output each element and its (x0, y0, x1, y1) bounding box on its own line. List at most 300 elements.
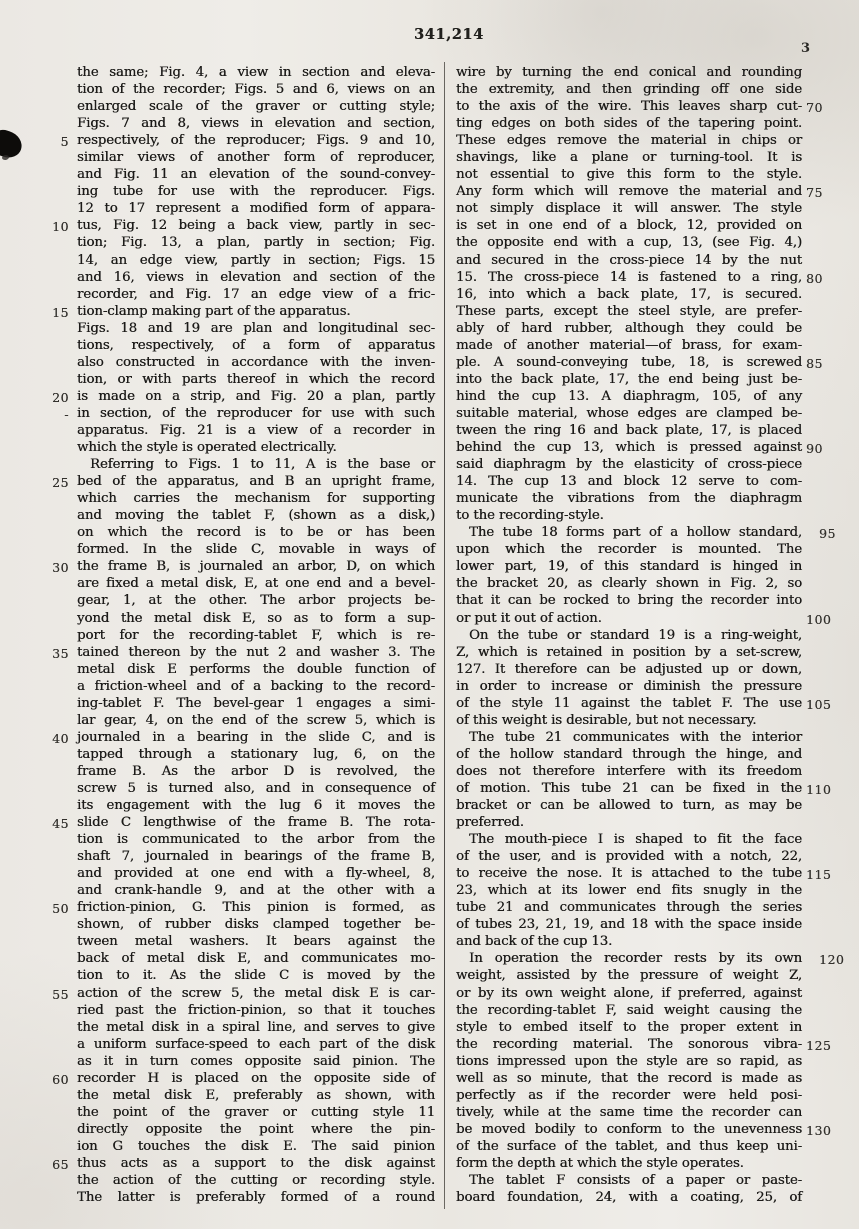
text-line (456, 985, 802, 1002)
text-line (456, 1104, 802, 1121)
margin-line-number: 125 (806, 1037, 832, 1053)
text-line-content: as it in turn comes opposite said pinion. The (77, 1053, 435, 1069)
text-line-content: 14. The cup 13 and block 12 serve to com- (456, 474, 802, 490)
text-line (77, 371, 435, 388)
text-line (456, 780, 832, 797)
text-line-content: and 16, views in elevation and section of the (77, 269, 435, 285)
text-line (456, 456, 802, 473)
text-line (456, 1189, 802, 1206)
text-line (456, 439, 823, 457)
text-line-content: These edges remove the material in chips or (456, 133, 802, 149)
text-line-content: similar views of another form of reproducer, (77, 150, 435, 166)
text-line (456, 303, 802, 320)
text-line-content: ing-tablet F. The bevel-gear 1 engages a simi- (77, 695, 435, 711)
text-line (456, 1172, 802, 1189)
text-line (77, 661, 435, 678)
text-line (456, 1155, 802, 1172)
text-line (77, 712, 435, 729)
text-line-content: tween the ring 16 and back plate, 17, is placed (456, 422, 802, 438)
text-line (77, 439, 435, 456)
text-line (456, 848, 802, 865)
text-line (77, 200, 435, 217)
text-line (77, 524, 435, 541)
text-line (77, 1053, 435, 1070)
text-line-content: which the style is operated electrically. (77, 440, 337, 456)
text-line (456, 575, 802, 592)
text-line-content: tapped through a stationary lug, 6, on the (77, 746, 435, 762)
text-line (52, 558, 435, 576)
text-line (456, 217, 802, 234)
text-line-content: tus, Fig. 12 being a back view, partly in sec- (77, 218, 435, 234)
text-line-content: screw 5 is turned also, and in consequence of (77, 780, 435, 796)
text-line (52, 1155, 435, 1172)
text-line (77, 98, 435, 115)
margin-line-number: 25 (52, 475, 69, 491)
text-line (77, 592, 435, 609)
column-divider (444, 62, 445, 1209)
text-line (77, 149, 435, 166)
text-line-content: not essential to give this form to the style. (456, 167, 802, 183)
margin-line-number: 105 (806, 696, 832, 712)
text-line (456, 882, 802, 899)
text-line (77, 1036, 435, 1053)
margin-line-number: 5 (60, 134, 69, 150)
text-line-content: thus acts as a support to the disk against (77, 1156, 435, 1171)
text-line-content: lower part, 19, of this standard is hinged in (456, 559, 802, 575)
text-line-content: the recording material. The sonorous vibra- (456, 1036, 802, 1052)
text-line (456, 831, 802, 848)
text-line-content: Figs. 7 and 8, views in elevation and section, (77, 116, 435, 132)
text-line (77, 1121, 435, 1138)
text-line-content: bracket or can be allowed to turn, as may be (456, 798, 802, 814)
text-line-content: the opposite end with a cup, 13, (see Fig. 4,) (456, 235, 802, 251)
text-line (52, 1070, 435, 1087)
text-line (77, 422, 435, 439)
text-line-content: back of metal disk E, and communicates mo- (77, 951, 435, 967)
text-line (456, 234, 802, 251)
text-line-content: the metal disk E, preferably as shown, with (77, 1087, 435, 1103)
text-line (77, 763, 435, 780)
text-line-content: recorder, and Fig. 17 an edge view of a fric- (77, 286, 435, 302)
text-line-content: 14, an edge view, partly in section; Figs. 15 (77, 252, 435, 268)
text-line-content: tion; Fig. 13, a plan, partly in section; Fig. (77, 235, 435, 251)
text-line-content: behind the cup 13, which is pressed against (456, 440, 802, 456)
text-line-content: In operation the recorder rests by its own (469, 951, 802, 967)
text-line (456, 627, 802, 644)
text-line (456, 64, 802, 81)
text-line (77, 695, 435, 712)
text-line-content: of tubes 23, 21, 19, and 18 with the space inside (456, 917, 802, 933)
text-line-content: respectively, of the reproducer; Figs. 9 and 10, (77, 133, 435, 149)
text-line (456, 1087, 802, 1104)
text-line-content: wire by turning the end conical and rounding (456, 65, 802, 80)
text-line-content: formed. In the slide C, movable in ways of (77, 542, 435, 558)
text-line (77, 678, 435, 695)
text-line (456, 1002, 802, 1019)
text-line (77, 1138, 435, 1155)
margin-line-number: 100 (806, 611, 832, 627)
text-line-content: Any form which will remove the material and (456, 184, 802, 200)
text-line (77, 490, 435, 507)
margin-line-number: - (64, 406, 69, 422)
text-line-content: tion-clamp making part of the apparatus. (77, 303, 351, 319)
text-line-content: into the back plate, 17, the end being just be- (456, 371, 802, 387)
margin-line-number: 35 (52, 645, 69, 661)
text-line (456, 252, 802, 269)
text-line (456, 1036, 832, 1053)
text-line-content: the frame B, is journaled an arbor, D, on which (77, 559, 435, 575)
text-line-content: are fixed a metal disk, E, at one end and a bevel- (77, 576, 435, 592)
text-line (456, 98, 823, 116)
margin-line-number: 80 (806, 270, 823, 286)
text-line-content: tion, or with parts thereof in which the record (77, 371, 435, 387)
text-line-content: These parts, except the steel style, are prefer- (456, 303, 802, 319)
text-line (456, 473, 802, 490)
text-line (77, 166, 435, 183)
text-line-content: gear, 1, at the other. The arbor projects be- (77, 593, 435, 609)
text-line (456, 1121, 832, 1138)
text-line (456, 746, 802, 763)
margin-line-number: 95 (819, 526, 836, 542)
text-line (77, 797, 435, 814)
text-line-content: The tube 21 communicates with the interior (469, 729, 802, 745)
text-line (456, 899, 802, 916)
text-line-content: yond the metal disk E, so as to form a sup- (77, 610, 435, 626)
margin-line-number: 45 (52, 816, 69, 832)
text-line (456, 115, 802, 132)
text-line (456, 610, 832, 627)
margin-line-number: 75 (806, 185, 823, 201)
text-line-content: friction-pinion, G. This pinion is formed, as (77, 900, 435, 916)
text-line (456, 371, 802, 388)
text-line (52, 814, 435, 832)
text-line-content: the same; Fig. 4, a view in section and eleva- (77, 65, 435, 80)
text-line (456, 814, 802, 831)
text-line (456, 558, 802, 575)
text-line-content: is made on a strip, and Fig. 20 a plan, partly (77, 388, 435, 404)
text-line-content: apparatus. Fig. 21 is a view of a recorder in (77, 422, 435, 438)
text-line-content: of motion. This tube 21 can be fixed in the (456, 780, 802, 796)
ink-speck (2, 154, 10, 160)
text-line (52, 388, 435, 405)
text-line (77, 780, 435, 797)
text-line (456, 712, 802, 729)
text-line-content: The tube 18 forms part of a hollow standard, (469, 525, 802, 541)
text-line-content: 23, which at its lower end fits snugly in the (456, 883, 802, 899)
text-line-content: perfectly as if the recorder were held posi- (456, 1087, 802, 1103)
text-line-content: the recording-tablet F, said weight causing the (456, 1002, 802, 1018)
text-line-content: Figs. 18 and 19 are plan and longitudinal sec- (77, 320, 435, 336)
margin-line-number: 70 (806, 100, 823, 116)
text-line (52, 899, 435, 917)
text-line-content: shavings, like a plane or turning-tool. It is (456, 150, 802, 166)
text-line-content: said diaphragm by the elasticity of cross-piece (456, 457, 802, 473)
text-line-content: and secured in the cross-piece 14 by the nut (456, 252, 802, 268)
text-line (456, 337, 802, 354)
text-line-content: shown, of rubber disks clamped together be- (77, 917, 435, 933)
text-line (77, 967, 435, 984)
text-line-content: recorder H is placed on the opposite side of (77, 1070, 435, 1086)
margin-line-number: 60 (52, 1071, 69, 1087)
text-line-content: the extremity, and then grinding off one side (456, 82, 802, 98)
margin-line-number: 30 (52, 560, 69, 576)
text-line-content: weight, assisted by the pressure of weight Z, (456, 968, 802, 984)
text-line (456, 644, 802, 661)
text-line-content: ple. A sound-conveying tube, 18, is screwed (456, 354, 802, 370)
text-line (456, 507, 802, 524)
margin-line-number: 20 (52, 389, 69, 405)
text-line (456, 916, 802, 933)
text-line-content: upon which the recorder is mounted. The (456, 542, 802, 558)
text-line-content: lar gear, 4, on the end of the screw 5, which is (77, 712, 435, 728)
text-line-content: suitable material, whose edges are clamped be- (456, 405, 802, 421)
text-line (77, 916, 435, 933)
text-line-content: the action of the cutting or recording style. (77, 1173, 435, 1189)
text-line-content: 127. It therefore can be adjusted up or down, (456, 661, 802, 677)
text-line-content: directly opposite the point where the pin- (77, 1121, 435, 1137)
text-line-content: bed of the apparatus, and B an upright frame, (77, 474, 435, 490)
text-line (60, 132, 435, 150)
page-number: 3 (801, 41, 811, 56)
margin-line-number: 40 (52, 730, 69, 746)
text-line (456, 797, 802, 814)
text-line-content: ing tube for use with the reproducer. Figs. (77, 184, 435, 200)
text-line (456, 592, 802, 609)
margin-line-number: 110 (806, 781, 832, 797)
text-line-content: is set in one end of a block, 12, provided on (456, 218, 802, 234)
text-line-content: of this weight is desirable, but not necessary. (456, 712, 757, 728)
text-line (52, 217, 435, 235)
margin-line-number: 130 (806, 1122, 832, 1138)
text-line (456, 695, 832, 712)
text-line-content: shaft 7, journaled in bearings of the frame B, (77, 849, 435, 865)
margin-line-number: 10 (52, 219, 69, 235)
text-line (77, 865, 435, 882)
margin-line-number: 50 (52, 901, 69, 917)
text-line (77, 456, 435, 473)
text-line (456, 286, 802, 303)
text-line (77, 252, 435, 269)
text-line-content: The latter is preferably formed of a round (77, 1190, 435, 1206)
text-line (77, 610, 435, 627)
margin-line-number: 15 (52, 304, 69, 320)
text-line-content: Referring to Figs. 1 to 11, A is the base or (90, 457, 435, 473)
text-line-content: the metal disk in a spiral line, and serves to give (77, 1019, 435, 1035)
text-line-content: On the tube or standard 19 is a ring-weight, (469, 627, 802, 643)
text-line-content: journaled in a bearing in the slide C, and is (77, 729, 435, 745)
text-line (77, 320, 435, 337)
text-line (456, 1019, 802, 1036)
text-line (77, 183, 435, 200)
text-line-content: ried past the friction-pinion, so that it touches (77, 1002, 435, 1018)
text-line (77, 575, 435, 592)
text-line (77, 933, 435, 950)
text-line-content: ion G touches the disk E. The said pinion (77, 1138, 435, 1154)
text-line-content: and back of the cup 13. (456, 934, 613, 950)
text-line (77, 848, 435, 865)
text-line-content: not simply displace it will answer. The style (456, 201, 802, 217)
text-line-content: tions, respectively, of a form of apparatus (77, 337, 435, 353)
text-line-content: municate the vibrations from the diaphragm (456, 491, 802, 507)
text-line (77, 541, 435, 558)
text-line (456, 1138, 802, 1155)
right-column (456, 64, 845, 1206)
text-line-content: does not therefore interfere with its freedom (456, 763, 802, 779)
text-line (77, 354, 435, 371)
text-line (456, 81, 802, 98)
text-line (456, 388, 802, 405)
text-line (52, 473, 435, 491)
text-line-content: or put it out of action. (456, 610, 602, 626)
left-column (52, 64, 435, 1206)
text-line-content: a uniform surface-speed to each part of the disk (77, 1036, 435, 1052)
text-line-content: ting edges on both sides of the tapering point. (456, 116, 802, 132)
text-line (456, 678, 802, 695)
margin-line-number: 90 (806, 441, 823, 457)
text-line-content: tions impressed upon the style are so rapid, as (456, 1053, 802, 1069)
text-line-content: of the style 11 against the tablet F. The use (456, 695, 802, 711)
text-line (77, 882, 435, 899)
text-line-content: of the user, and is provided with a notch, 22, (456, 849, 802, 865)
text-line-content: and provided at one end with a fly-wheel, 8, (77, 866, 435, 882)
text-line-content: port for the recording-tablet F, which is re- (77, 627, 435, 643)
text-line (64, 405, 435, 422)
text-line-content: Z, which is retained in position by a set-screw, (456, 644, 802, 660)
text-line (77, 950, 435, 967)
text-line (77, 234, 435, 251)
text-line (77, 1104, 435, 1121)
text-line-content: tween metal washers. It bears against the (77, 934, 435, 950)
text-line (77, 269, 435, 286)
text-line-content: in section, of the reproducer for use with such (77, 405, 435, 421)
text-line-content: or by its own weight alone, if preferred, against (456, 985, 802, 1001)
text-line (77, 627, 435, 644)
text-line (456, 320, 802, 337)
text-line-content: 12 to 17 represent a modified form of appara- (77, 201, 435, 217)
text-line (456, 1053, 802, 1070)
text-line-content: made of another material—of brass, for exam- (456, 337, 802, 353)
text-line-content: tion is communicated to the arbor from the (77, 832, 435, 848)
text-line (52, 985, 435, 1002)
text-line-content: tube 21 and communicates through the series (456, 900, 802, 916)
text-line-content: which carries the mechanism for supporting (77, 491, 435, 507)
text-line-content: of the surface of the tablet, and thus keep uni- (456, 1138, 802, 1154)
text-line (456, 865, 832, 883)
text-line (77, 1019, 435, 1036)
text-line (77, 1087, 435, 1104)
text-line (456, 763, 802, 780)
margin-line-number: 55 (52, 986, 69, 1002)
text-line-content: that it can be rocked to bring the recorder into (456, 593, 802, 609)
text-line-content: hind the cup 13. A diaphragm, 105, of any (456, 388, 802, 404)
text-line-content: a friction-wheel and of a backing to the record- (77, 678, 435, 694)
text-line (77, 337, 435, 354)
text-line (77, 286, 435, 303)
text-line-content: frame B. As the arbor D is revolved, the (77, 763, 435, 779)
text-line-content: well as so minute, that the record is made as (456, 1070, 802, 1086)
text-line (77, 1189, 435, 1206)
text-line-content: be moved bodily to conform to the unevenness (456, 1121, 802, 1137)
text-line-content: 16, into which a back plate, 17, is secured. (456, 286, 802, 302)
text-line (456, 422, 802, 439)
text-line-content: to receive the nose. It is attached to the tube (456, 866, 802, 882)
text-line-content: on which the record is to be or has been (77, 525, 435, 541)
margin-line-number: 85 (806, 355, 823, 371)
margin-line-number: 115 (806, 867, 832, 883)
text-line (456, 661, 802, 678)
text-line (456, 729, 802, 746)
text-line-content: ably of hard rubber, although they could be (456, 320, 802, 336)
text-line (77, 831, 435, 848)
text-line (77, 81, 435, 98)
text-line (456, 354, 823, 371)
text-line (77, 746, 435, 763)
text-line-content: 15. The cross-piece 14 is fastened to a ring, (456, 269, 802, 285)
text-line-content: form the depth at which the style operates. (456, 1156, 744, 1171)
text-line-content: The mouth-piece I is shaped to fit the face (469, 832, 802, 848)
text-line-content: to the axis of the wire. This leaves sharp cut- (456, 99, 802, 115)
text-line-content: tion to it. As the slide C is moved by the (77, 968, 435, 984)
text-line (52, 303, 435, 320)
text-line-content: enlarged scale of the graver or cutting style; (77, 99, 435, 115)
text-line (456, 1070, 802, 1087)
text-line-content: style to embed itself to the proper extent in (456, 1019, 802, 1035)
text-line (456, 149, 802, 166)
margin-line-number: 120 (819, 952, 845, 968)
text-line-content: to the recording-style. (456, 508, 604, 524)
text-line-content: slide C lengthwise of the frame B. The rota- (77, 815, 435, 831)
text-line (456, 200, 802, 217)
text-line-content: action of the screw 5, the metal disk E is car- (77, 985, 435, 1001)
text-line (456, 166, 802, 183)
text-line-content: the point of the graver or cutting style 11 (77, 1104, 435, 1120)
text-line (77, 64, 435, 81)
text-line (456, 405, 802, 422)
text-line (456, 132, 802, 149)
text-line-content: metal disk E performs the double function of (77, 661, 435, 677)
text-line-content: its engagement with the lug 6 it moves the (77, 798, 435, 814)
margin-line-number: 65 (52, 1157, 69, 1172)
text-line-content: and crank-handle 9, and at the other with a (77, 883, 435, 899)
text-line-content: tively, while at the same time the recorder can (456, 1104, 802, 1120)
text-line (77, 115, 435, 132)
text-line-content: tion of the recorder; Figs. 5 and 6, views on an (77, 82, 435, 98)
text-line (456, 269, 823, 286)
text-line (52, 644, 435, 661)
text-line (456, 933, 802, 950)
text-line-content: the bracket 20, as clearly shown in Fig. 2, so (456, 576, 802, 592)
text-line (456, 950, 845, 968)
text-line-content: in order to increase or diminish the pressure (456, 678, 802, 694)
text-line (456, 524, 836, 542)
text-line-content: preferred. (456, 815, 524, 831)
text-line (456, 183, 823, 201)
text-line (456, 490, 802, 507)
text-line-content: and Fig. 11 an elevation of the sound-convey- (77, 167, 435, 183)
text-line-content: board foundation, 24, with a coating, 25, of (456, 1190, 802, 1206)
text-line-content: of the hollow standard through the hinge, and (456, 746, 802, 762)
text-line (52, 729, 435, 746)
text-line (77, 1002, 435, 1019)
patent-number: 341,214 (414, 26, 484, 43)
text-line (77, 1172, 435, 1189)
text-line-content: tained thereon by the nut 2 and washer 3. The (77, 644, 435, 660)
text-line-content: also constructed in accordance with the inven- (77, 354, 435, 370)
text-line-content: and moving the tablet F, (shown as a disk,) (77, 508, 435, 524)
text-line (456, 967, 802, 984)
text-line-content: The tablet F consists of a paper or paste- (469, 1173, 802, 1189)
text-line (77, 507, 435, 524)
